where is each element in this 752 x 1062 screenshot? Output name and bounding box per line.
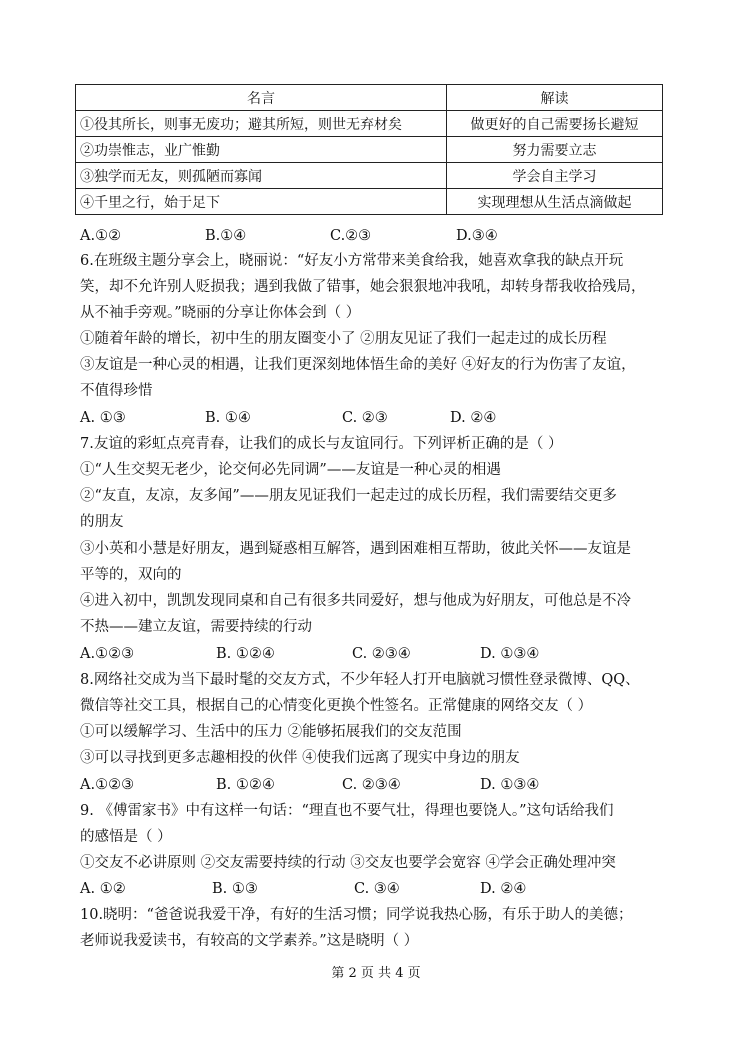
option-a: A.①②③ — [80, 777, 135, 793]
option-c: C.②③ — [330, 228, 372, 244]
q7-line: 7.友谊的彩虹点亮青春，让我们的成长与友谊同行。下列评析正确的是（ ） — [80, 436, 563, 452]
table-row — [76, 111, 663, 137]
q10-line: 老师说我爱读书，有较高的文学素养。”这是晓明（ ） — [80, 933, 419, 949]
option-c: C. ③④ — [354, 881, 400, 897]
table-row — [76, 137, 663, 163]
q6-line: 笑，却不允许别人贬损我；遇到我做了错事，她会狠狠地冲我吼，却转身帮我收拾残局， — [80, 279, 646, 295]
q7-line: 的朋友 — [80, 514, 124, 530]
quote-table — [75, 84, 663, 215]
q8-line: ①可以缓解学习、生活中的压力 ②能够拓展我们的交友范围 — [80, 724, 462, 740]
option-d: D. ②④ — [450, 410, 497, 426]
q8-line: ③可以寻找到更多志趣相投的伙伴 ④使我们远离了现实中身边的朋友 — [80, 750, 520, 766]
option-a: A.①②③ — [80, 646, 135, 662]
q6-line: 不值得珍惜 — [80, 383, 153, 399]
option-c: C. ②③④ — [352, 646, 411, 662]
option-a: A. ①③ — [80, 410, 126, 426]
table-header-cell: 解读 — [447, 85, 663, 111]
option-d: D. ②④ — [480, 881, 527, 897]
table-row — [76, 189, 663, 215]
q9-line: 的感悟是（ ） — [80, 829, 172, 845]
table-cell: ①役其所长，则事无废功；避其所短，则世无弃材矣 — [76, 111, 447, 137]
table-cell: 学会自主学习 — [447, 163, 663, 189]
table-cell: ②功崇惟志，业广惟勤 — [76, 137, 447, 163]
option-a: A. ①② — [80, 881, 126, 897]
q7-line: ③小英和小慧是好朋友，遇到疑惑相互解答，遇到困难相互帮助，彼此关怀——友谊是 — [80, 541, 631, 557]
q6-line: ①随着年龄的增长，初中生的朋友圈变小了 ②朋友见证了我们一起走过的成长历程 — [80, 331, 607, 347]
q7-line: 平等的，双向的 — [80, 567, 182, 583]
option-d: D. ①③④ — [480, 646, 540, 662]
q9-line: ①交友不必讲原则 ②交友需要持续的行动 ③交友也要学会宽容 ④学会正确处理冲突 — [80, 855, 616, 871]
option-d: D. ①③④ — [480, 777, 540, 793]
table-cell: 做更好的自己需要扬长避短 — [447, 111, 663, 137]
q6-line: 6.在班级主题分享会上，晓丽说：“好友小方常带来美食给我，她喜欢拿我的缺点开玩 — [80, 253, 624, 269]
q9-line: 9. 《傅雷家书》中有这样一句话：“理直也不要气壮，得理也要饶人。”这句话给我们 — [80, 803, 614, 819]
option-d: D.③④ — [456, 228, 498, 244]
table-cell: 努力需要立志 — [447, 137, 663, 163]
option-b: B. ①④ — [205, 410, 251, 426]
q8-line: 微信等社交工具，根据自己的心情变化更换个性签名。正常健康的网络交友（ ） — [80, 698, 593, 714]
q7-line: ④进入初中，凯凯发现同桌和自己有很多共同爱好，想与他成为好朋友，可他总是不冷 — [80, 593, 631, 609]
option-b: B. ①②④ — [216, 777, 275, 793]
table-cell: ④千里之行，始于足下 — [76, 189, 447, 215]
q10-line: 10.晓明：“爸爸说我爱干净，有好的生活习惯；同学说我热心肠，有乐于助人的美德； — [80, 907, 633, 923]
table-cell: ③独学而无友，则孤陋而寡闻 — [76, 163, 447, 189]
q7-line: 不热——建立友谊，需要持续的行动 — [80, 619, 312, 635]
option-b: B. ①③ — [212, 881, 258, 897]
option-b: B.①④ — [205, 228, 247, 244]
option-a: A.①② — [80, 228, 122, 244]
option-c: C. ②③④ — [342, 777, 401, 793]
table-row — [76, 163, 663, 189]
table-header-row — [76, 85, 663, 111]
option-c: C. ②③ — [342, 410, 388, 426]
q7-line: ②“友直，友凉，友多闻”——朋友见证我们一起走过的成长历程，我们需要结交更多 — [80, 488, 617, 504]
q7-line: ①“人生交契无老少，论交何必先同调”——友谊是一种心灵的相遇 — [80, 462, 501, 478]
q6-line: 从不袖手旁观。”晓丽的分享让你体会到（ ） — [80, 305, 361, 321]
table-header-cell: 名言 — [76, 85, 447, 111]
q6-line: ③友谊是一种心灵的相遇，让我们更深刻地体悟生命的美好 ④好友的行为伤害了友谊， — [80, 357, 636, 373]
table-cell: 实现理想从生活点滴做起 — [447, 189, 663, 215]
q8-line: 8.网络社交成为当下最时髦的交友方式，不少年轻人打开电脑就习惯性登录微博、QQ、 — [80, 672, 640, 688]
option-b: B. ①②④ — [216, 646, 275, 662]
page-number: 第 2 页 共 4 页 — [331, 966, 421, 981]
